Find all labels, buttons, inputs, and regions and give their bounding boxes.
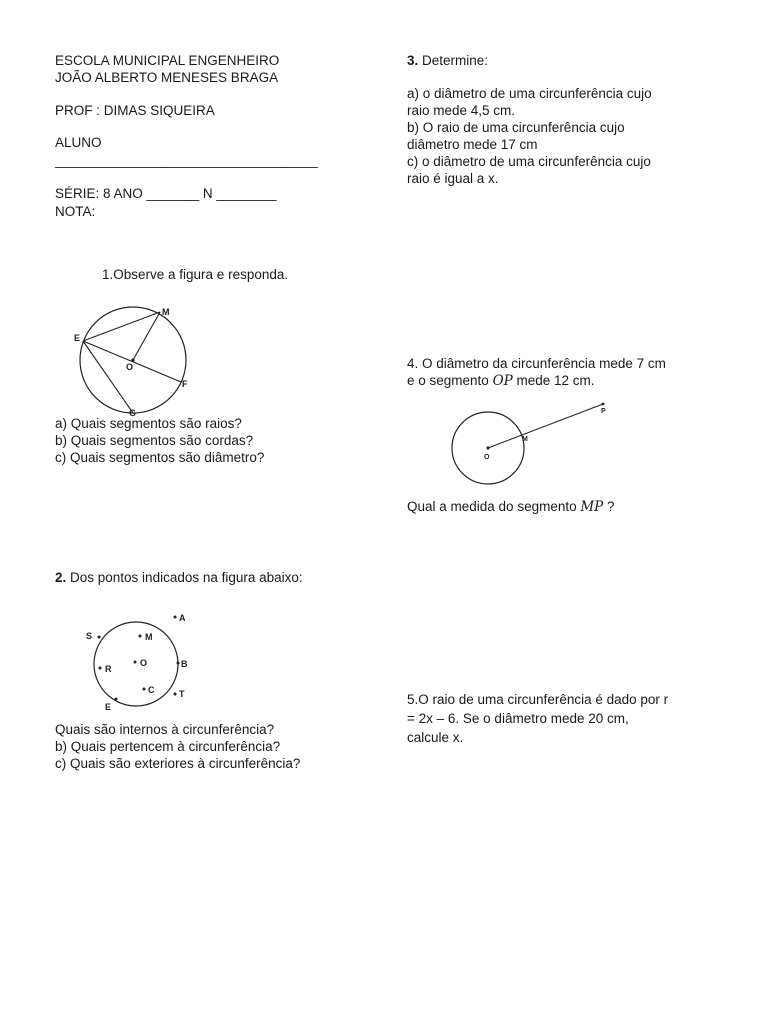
q4-question: Qual a medida do segmento MP ? — [407, 499, 615, 515]
q1-item-a: a) Quais segmentos são raios? — [55, 416, 242, 431]
q4-label-p: P — [601, 408, 606, 415]
q5-line: 5.O raio de uma circunferência é dado por r — [407, 692, 669, 707]
school-name-line2: JOÃO ALBERTO MENESES BRAGA — [55, 70, 279, 85]
q2-point-s — [98, 636, 101, 639]
q1-label-g: G — [129, 408, 137, 418]
q2-circle-figure — [80, 608, 210, 713]
q1-label-o: O — [126, 362, 134, 372]
q3-prompt-text: Determine: — [418, 53, 489, 68]
q3-number: 3. — [407, 53, 419, 68]
q2-items — [55, 721, 300, 772]
q2-label-t: T — [179, 689, 185, 699]
student-label: ALUNO — [55, 135, 102, 150]
q2-item-a: Quais são internos à circunferência? — [55, 722, 275, 737]
q1-chord-em — [83, 312, 160, 341]
q1-items — [55, 415, 264, 466]
q2-label-b: B — [181, 659, 188, 669]
q2-item-c: c) Quais são exteriores à circunferência? — [55, 756, 301, 771]
q3-prompt — [407, 52, 488, 69]
score-label: NOTA: — [55, 204, 96, 219]
q2-point-b — [177, 662, 180, 665]
q2-prompt-text: Dos pontos indicados na figura abaixo: — [66, 570, 303, 585]
q2-point-t — [174, 693, 177, 696]
q2-label-a: A — [179, 613, 186, 623]
q1-label-m: M — [162, 307, 170, 317]
q2-point-o — [134, 661, 137, 664]
teacher-name: PROF : DIMAS SIQUEIRA — [55, 103, 215, 118]
school-name-line1: ESCOLA MUNICIPAL ENGENHEIRO — [55, 53, 280, 68]
q2-label-e: E — [105, 702, 112, 712]
q4-label-o: O — [484, 454, 490, 461]
q3-line: raio é igual a x. — [407, 171, 499, 186]
q1-segment-mo — [133, 312, 160, 360]
q4-circle-figure — [445, 395, 620, 490]
q4-point-p — [602, 403, 605, 406]
q5-prompt — [407, 690, 668, 747]
q2-prompt — [55, 569, 303, 586]
q2-label-o: O — [140, 658, 148, 668]
q3-items — [407, 85, 652, 187]
q1-item-b: b) Quais segmentos são cordas? — [55, 433, 254, 448]
q4-point-o — [486, 446, 489, 449]
q3-line: diâmetro mede 17 cm — [407, 137, 538, 152]
segment-op: OP — [492, 373, 513, 389]
segment-mp: MP — [580, 499, 604, 515]
q3-line: raio mede 4,5 cm. — [407, 103, 516, 118]
q2-label-s: S — [86, 631, 93, 641]
q2-number: 2. — [55, 570, 67, 585]
q5-line: calcule x. — [407, 730, 464, 745]
q2-label-m: M — [145, 632, 153, 642]
q4-label-m: M — [522, 436, 528, 443]
q2-point-e — [115, 698, 118, 701]
q5-line: = 2x – 6. Se o diâmetro mede 20 cm, — [407, 711, 629, 726]
q2-point-c — [143, 688, 146, 691]
q3-line: a) o diâmetro de uma circunferência cujo — [407, 86, 652, 101]
q4-segment-op — [488, 404, 603, 448]
q4-line2: e o segmento OP mede 12 cm. — [407, 373, 595, 389]
school-name — [55, 52, 279, 86]
q1-item-c: c) Quais segmentos são diâmetro? — [55, 450, 265, 465]
q2-point-m — [139, 635, 142, 638]
q2-item-b: b) Quais pertencem à circunferência? — [55, 739, 281, 754]
q2-point-r — [99, 667, 102, 670]
student-name-line: ___________________________________ — [55, 153, 318, 168]
q4-line1: 4. O diâmetro da circunferência mede 7 cm — [407, 356, 666, 371]
grade-line: SÉRIE: 8 ANO _______ N ________ — [55, 186, 277, 201]
q2-point-a — [174, 616, 177, 619]
q1-circle-figure — [70, 300, 200, 416]
q4-prompt — [407, 355, 666, 390]
q3-line: b) O raio de uma circunferência cujo — [407, 120, 625, 135]
q2-label-c: C — [148, 685, 155, 695]
q2-label-r: R — [105, 664, 112, 674]
q1-prompt: 1.Observe a figura e responda. — [102, 267, 289, 282]
q1-label-e: E — [74, 333, 81, 343]
q1-label-f: F — [182, 379, 188, 389]
q3-line: c) o diâmetro de uma circunferência cujo — [407, 154, 651, 169]
